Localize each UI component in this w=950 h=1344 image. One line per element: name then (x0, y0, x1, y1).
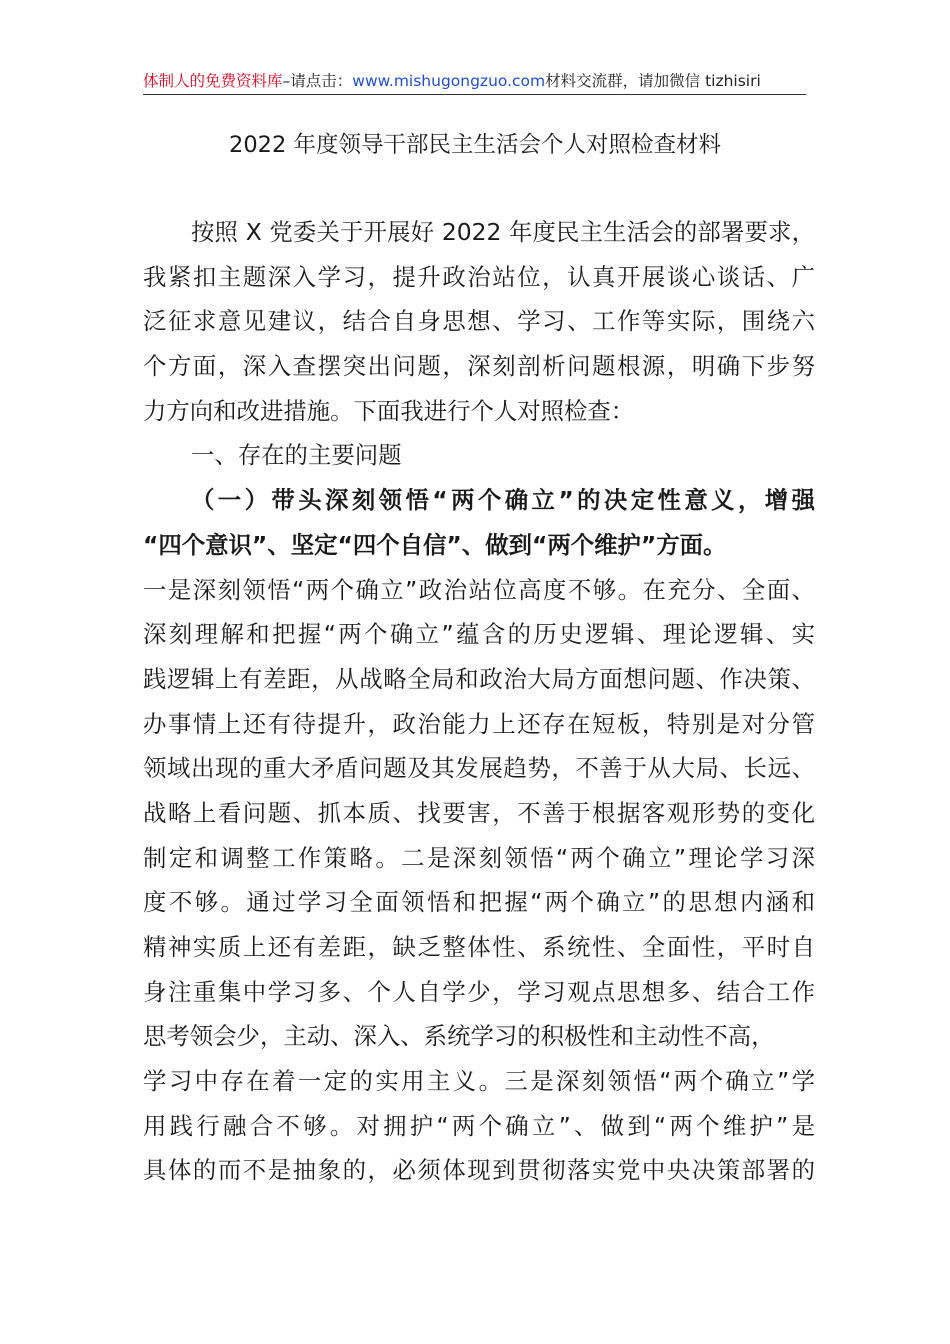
body-line: 办事情上还有待提升，政治能力上还存在短板，特别是对分管 (143, 709, 815, 738)
body-line: 按照 X 党委关于开展好 2022 年度民主生活会的部署要求， (191, 218, 815, 246)
body-line: 泛征求意见建议，结合自身思想、学习、工作等实际，围绕六 (143, 307, 815, 336)
page-header (143, 68, 806, 95)
body-line: 精神实质上还有差距，缺乏整体性、系统性、全面性，平时自 (143, 933, 815, 961)
subsection-heading-line: “四个意识”、坚定“四个自信”、做到“两个维护”方面。 (143, 530, 727, 559)
body-line: 深刻理解和把握“两个确立”蕴含的历史逻辑、理论逻辑、实 (143, 620, 815, 649)
body-line: 制定和调整工作策略。二是深刻领悟“两个确立”理论学习深 (143, 843, 815, 872)
header-site-name: 体制人的免费资料库 (143, 72, 283, 90)
body-line: 我紧扣主题深入学习，提升政治站位，认真开展谈心谈话、广 (143, 262, 815, 291)
body-line: 具体的而不是抽象的，必须体现到贯彻落实党中央决策部署的 (143, 1156, 815, 1185)
body-line: 领域出现的重大矛盾问题及其发展趋势，不善于从大局、长远、 (143, 754, 815, 783)
body-line: 身注重集中学习多、个人自学少，学习观点思想多、结合工作 (143, 977, 815, 1006)
document-title: 2022 年度领导干部民主生活会个人对照检查材料 (229, 132, 721, 158)
body-line: 学习中存在着一定的实用主义。三是深刻领悟“两个确立”学 (143, 1067, 815, 1096)
header-url-link[interactable]: www.mishugongzuo.com (352, 72, 546, 90)
header-wechat-note: 材料交流群，请加微信 tizhisiri (545, 72, 761, 90)
body-line: 践逻辑上有差距，从战略全局和政治大局方面想问题、作决策、 (143, 664, 815, 693)
body-line: 个方面，深入查摆突出问题，深刻剖析问题根源，明确下步努 (143, 352, 815, 381)
body-line: 战略上看问题、抓本质、找要害，不善于根据客观形势的变化 (143, 798, 815, 827)
body-line: 用践行融合不够。对拥护“两个确立”、做到“两个维护”是 (143, 1111, 815, 1140)
header-click-prompt: –请点击： (282, 72, 353, 90)
subsection-heading-line: （一）带头深刻领悟“两个确立”的决定性意义，增强 (191, 486, 815, 515)
section-heading: 一、存在的主要问题 (191, 441, 402, 470)
body-line: 一是深刻领悟“两个确立”政治站位高度不够。在充分、全面、 (143, 575, 815, 604)
body-line: 力方向和改进措施。下面我进行个人对照检查： (143, 396, 635, 425)
body-line: 思考领会少，主动、深入、系统学习的积极性和主动性不高， (143, 1022, 775, 1051)
body-line: 度不够。通过学习全面领悟和把握“两个确立”的思想内涵和 (143, 888, 815, 917)
document-body (143, 210, 815, 1193)
